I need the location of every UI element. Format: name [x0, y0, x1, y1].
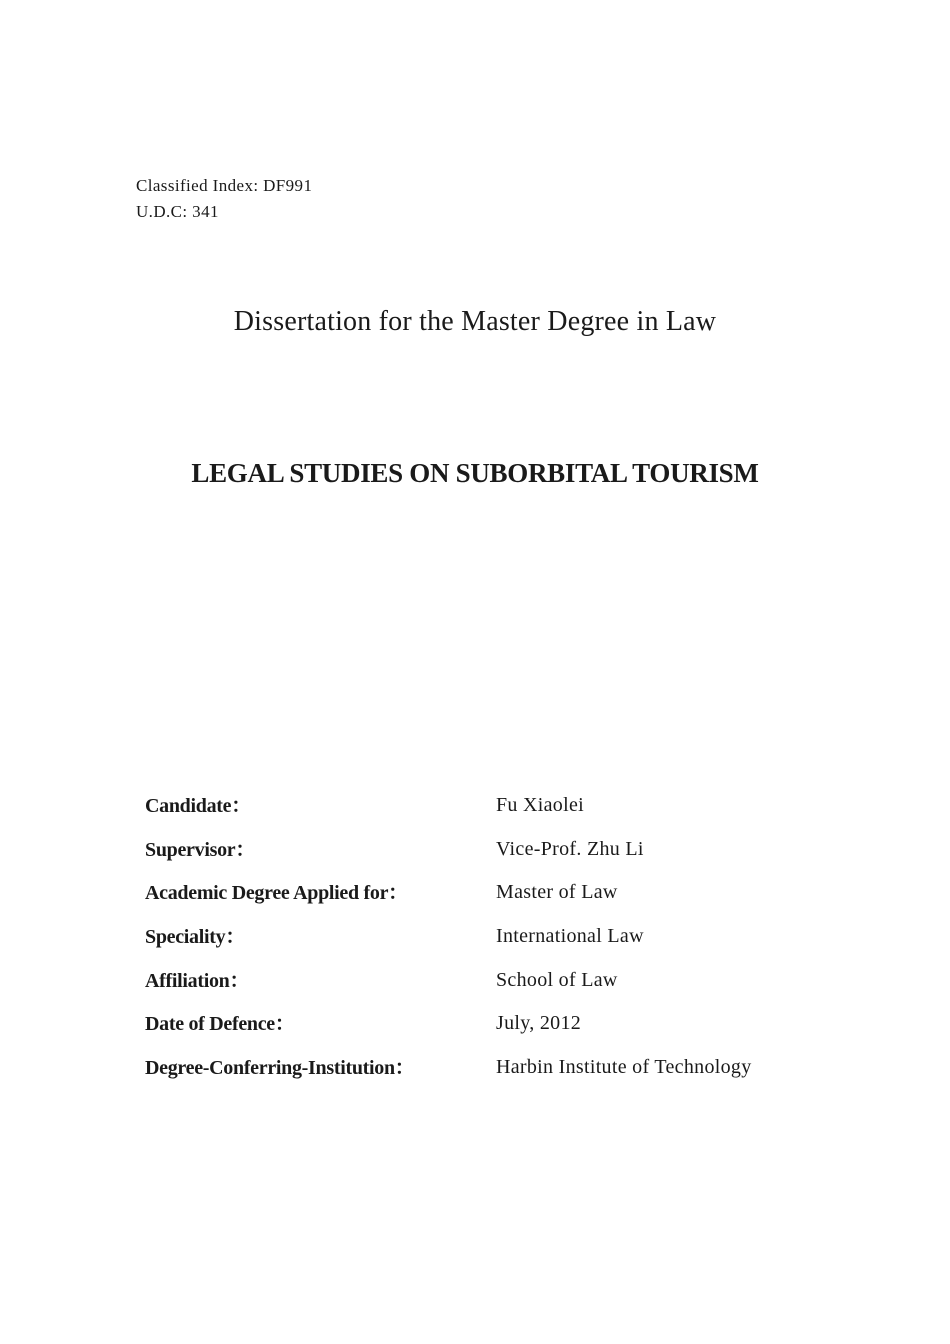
classification-block	[136, 173, 312, 225]
info-value: School of Law	[496, 968, 618, 991]
info-value: Harbin Institute of Technology	[496, 1056, 752, 1079]
info-label: Degree-Conferring-Institution：	[145, 1057, 415, 1080]
info-label: Speciality：	[145, 926, 246, 949]
dissertation-title: LEGAL STUDIES ON SUBORBITAL TOURISM	[191, 458, 759, 488]
info-value: International Law	[496, 925, 644, 948]
udc-code: U.D.C: 341	[136, 202, 219, 221]
info-row-degree	[145, 878, 825, 922]
info-row-institution	[145, 1053, 825, 1097]
info-value: July, 2012	[496, 1012, 582, 1035]
info-row-defence-date	[145, 1009, 825, 1053]
info-row-affiliation	[145, 966, 825, 1010]
info-label: Academic Degree Applied for：	[145, 882, 408, 905]
info-label: Candidate：	[145, 795, 251, 817]
info-value: Vice-Prof. Zhu Li	[496, 837, 644, 860]
info-row-speciality	[145, 922, 825, 966]
dissertation-subtitle: Dissertation for the Master Degree in Law	[233, 306, 717, 337]
info-value: Master of Law	[496, 881, 618, 904]
info-label: Date of Defence：	[145, 1013, 295, 1036]
info-row-candidate	[145, 791, 825, 835]
candidate-info-table	[145, 791, 825, 1097]
info-label: Supervisor：	[145, 838, 256, 861]
info-row-supervisor	[145, 835, 825, 879]
info-value: Fu Xiaolei	[496, 794, 584, 816]
info-label: Affiliation：	[145, 969, 250, 992]
classified-index: Classified Index: DF991	[136, 176, 313, 195]
